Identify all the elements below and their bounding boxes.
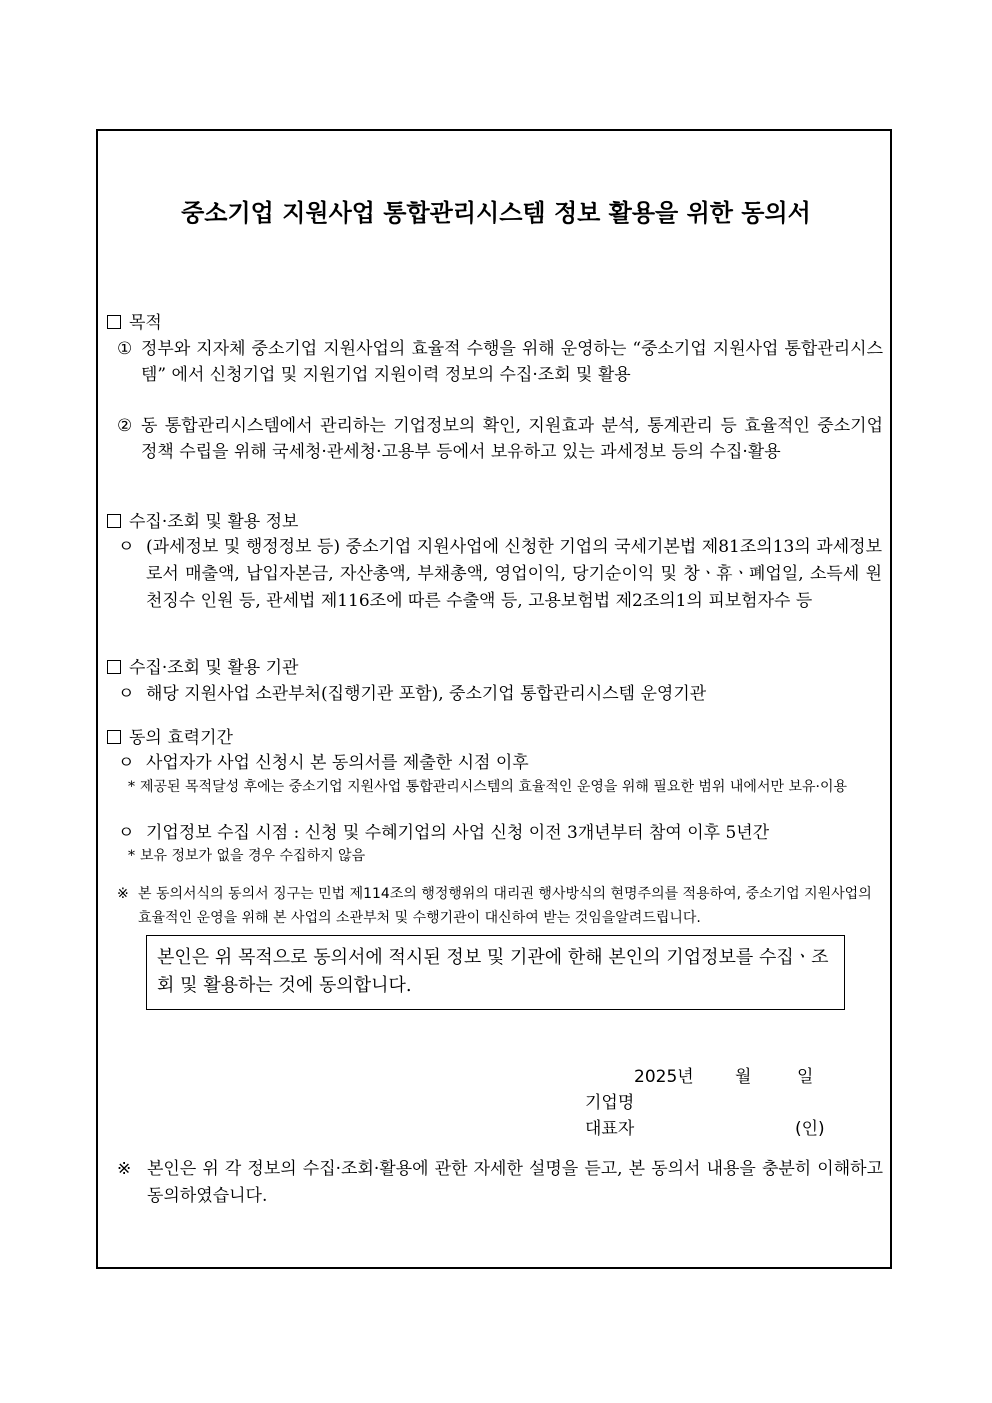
company-name-label: 기업명: [585, 1093, 635, 1113]
period-text-1: 사업자가 사업 신청시 본 동의서를 제출한 시점 이후: [146, 753, 529, 773]
signature-month: 월: [735, 1067, 752, 1087]
legal-note-text: 본 동의서식의 동의서 징구는 민법 제114조의 행정행위의 대리권 행사방식의 현명주의를 적용하여, 중소기업 지원사업의 효율적인 운영을 위해 본 사업의 소관부처 및 수행기관이 대신하여 받는 것임을알려드립니다.: [138, 886, 872, 926]
circled-number-2: ②: [117, 416, 133, 436]
circle-bullet-icon: ㅇ: [118, 753, 135, 773]
agreement-box: 본인은 위 목적으로 동의서에 적시된 정보 및 기관에 한해 본인의 기업정보를 수집ㆍ조회 및 활용하는 것에 동의합니다.: [146, 935, 845, 1010]
checkbox-square-icon: [107, 660, 121, 674]
period-footnote-1: [128, 777, 884, 798]
agency-text: 해당 지원사업 소관부처(집행기관 포함), 중소기업 통합관리시스템 운영기관: [146, 684, 707, 704]
representative-label: 대표자: [585, 1119, 635, 1139]
circle-bullet-icon: ㅇ: [118, 684, 135, 704]
period-bullet-2: [118, 820, 882, 847]
section-purpose-heading: 목적: [107, 311, 162, 335]
checkbox-square-icon: [107, 730, 121, 744]
period-text-2: 기업정보 수집 시점 : 신청 및 수혜기업의 사업 신청 이전 3개년부터 참여 이후 5년간: [146, 823, 770, 843]
purpose-item-1: [117, 336, 883, 388]
checkbox-square-icon: [107, 514, 121, 528]
agency-bullet: [118, 681, 882, 708]
period-footnote-1-text: 제공된 목적달성 후에는 중소기업 지원사업 통합관리시스템의 효율적인 운영을 위해 필요한 범위 내에서만 보유·이용: [140, 779, 848, 795]
circle-bullet-icon: ㅇ: [118, 537, 135, 557]
final-note-text: 본인은 위 각 정보의 수집·조회·활용에 관한 자세한 설명을 듣고, 본 동의서 내용을 충분히 이해하고 동의하였습니다.: [147, 1159, 883, 1206]
purpose-item-2: [117, 413, 883, 465]
circled-number-1: ①: [117, 339, 133, 359]
asterisk-mark: *: [128, 779, 135, 795]
reference-mark: ※: [117, 1159, 132, 1179]
asterisk-mark: *: [128, 848, 135, 864]
circle-bullet-icon: ㅇ: [118, 823, 135, 843]
document-title: 중소기업 지원사업 통합관리시스템 정보 활용을 위한 동의서: [181, 199, 811, 227]
section-period-heading: 동의 효력기간: [107, 726, 233, 750]
legal-note: [117, 882, 887, 930]
period-bullet-1: [118, 750, 882, 777]
seal-mark: (인): [795, 1119, 825, 1139]
period-footnote-2: [128, 846, 884, 867]
info-text: (과세정보 및 행정정보 등) 중소기업 지원사업에 신청한 기업의 국세기본법 제81조의13의 과세정보로서 매출액, 납입자본금, 자산총액, 부채총액, 영업이익, 당기순이익 및 창ㆍ휴ㆍ폐업일, 소득세 원천징수 인원 등, 관세법 제116조에 따른 수출액 등, 고용보험법 제2조의1의 피보험자수 등: [146, 537, 882, 611]
signature-year: 2025년: [634, 1067, 694, 1087]
reference-mark: ※: [117, 886, 129, 902]
signature-day: 일: [797, 1067, 814, 1087]
section-info-heading: 수집·조회 및 활용 정보: [107, 510, 298, 534]
period-footnote-2-text: 보유 정보가 없을 경우 수집하지 않음: [140, 848, 366, 864]
section-agency-heading: 수집·조회 및 활용 기관: [107, 656, 298, 680]
final-note: [117, 1156, 883, 1210]
info-bullet: [118, 534, 882, 615]
purpose-item-2-text: 동 통합관리시스템에서 관리하는 기업정보의 확인, 지원효과 분석, 통계관리 등 효율적인 중소기업 정책 수립을 위해 국세청·관세청·고용부 등에서 보유하고 있는 과세정보 등의 수집·활용: [141, 416, 883, 462]
purpose-item-1-text: 정부와 지자체 중소기업 지원사업의 효율적 수행을 위해 운영하는 “중소기업 지원사업 통합관리시스템” 에서 신청기업 및 지원기업 지원이력 정보의 수집·조회 및 활용: [141, 339, 883, 385]
checkbox-square-icon: [107, 315, 121, 329]
